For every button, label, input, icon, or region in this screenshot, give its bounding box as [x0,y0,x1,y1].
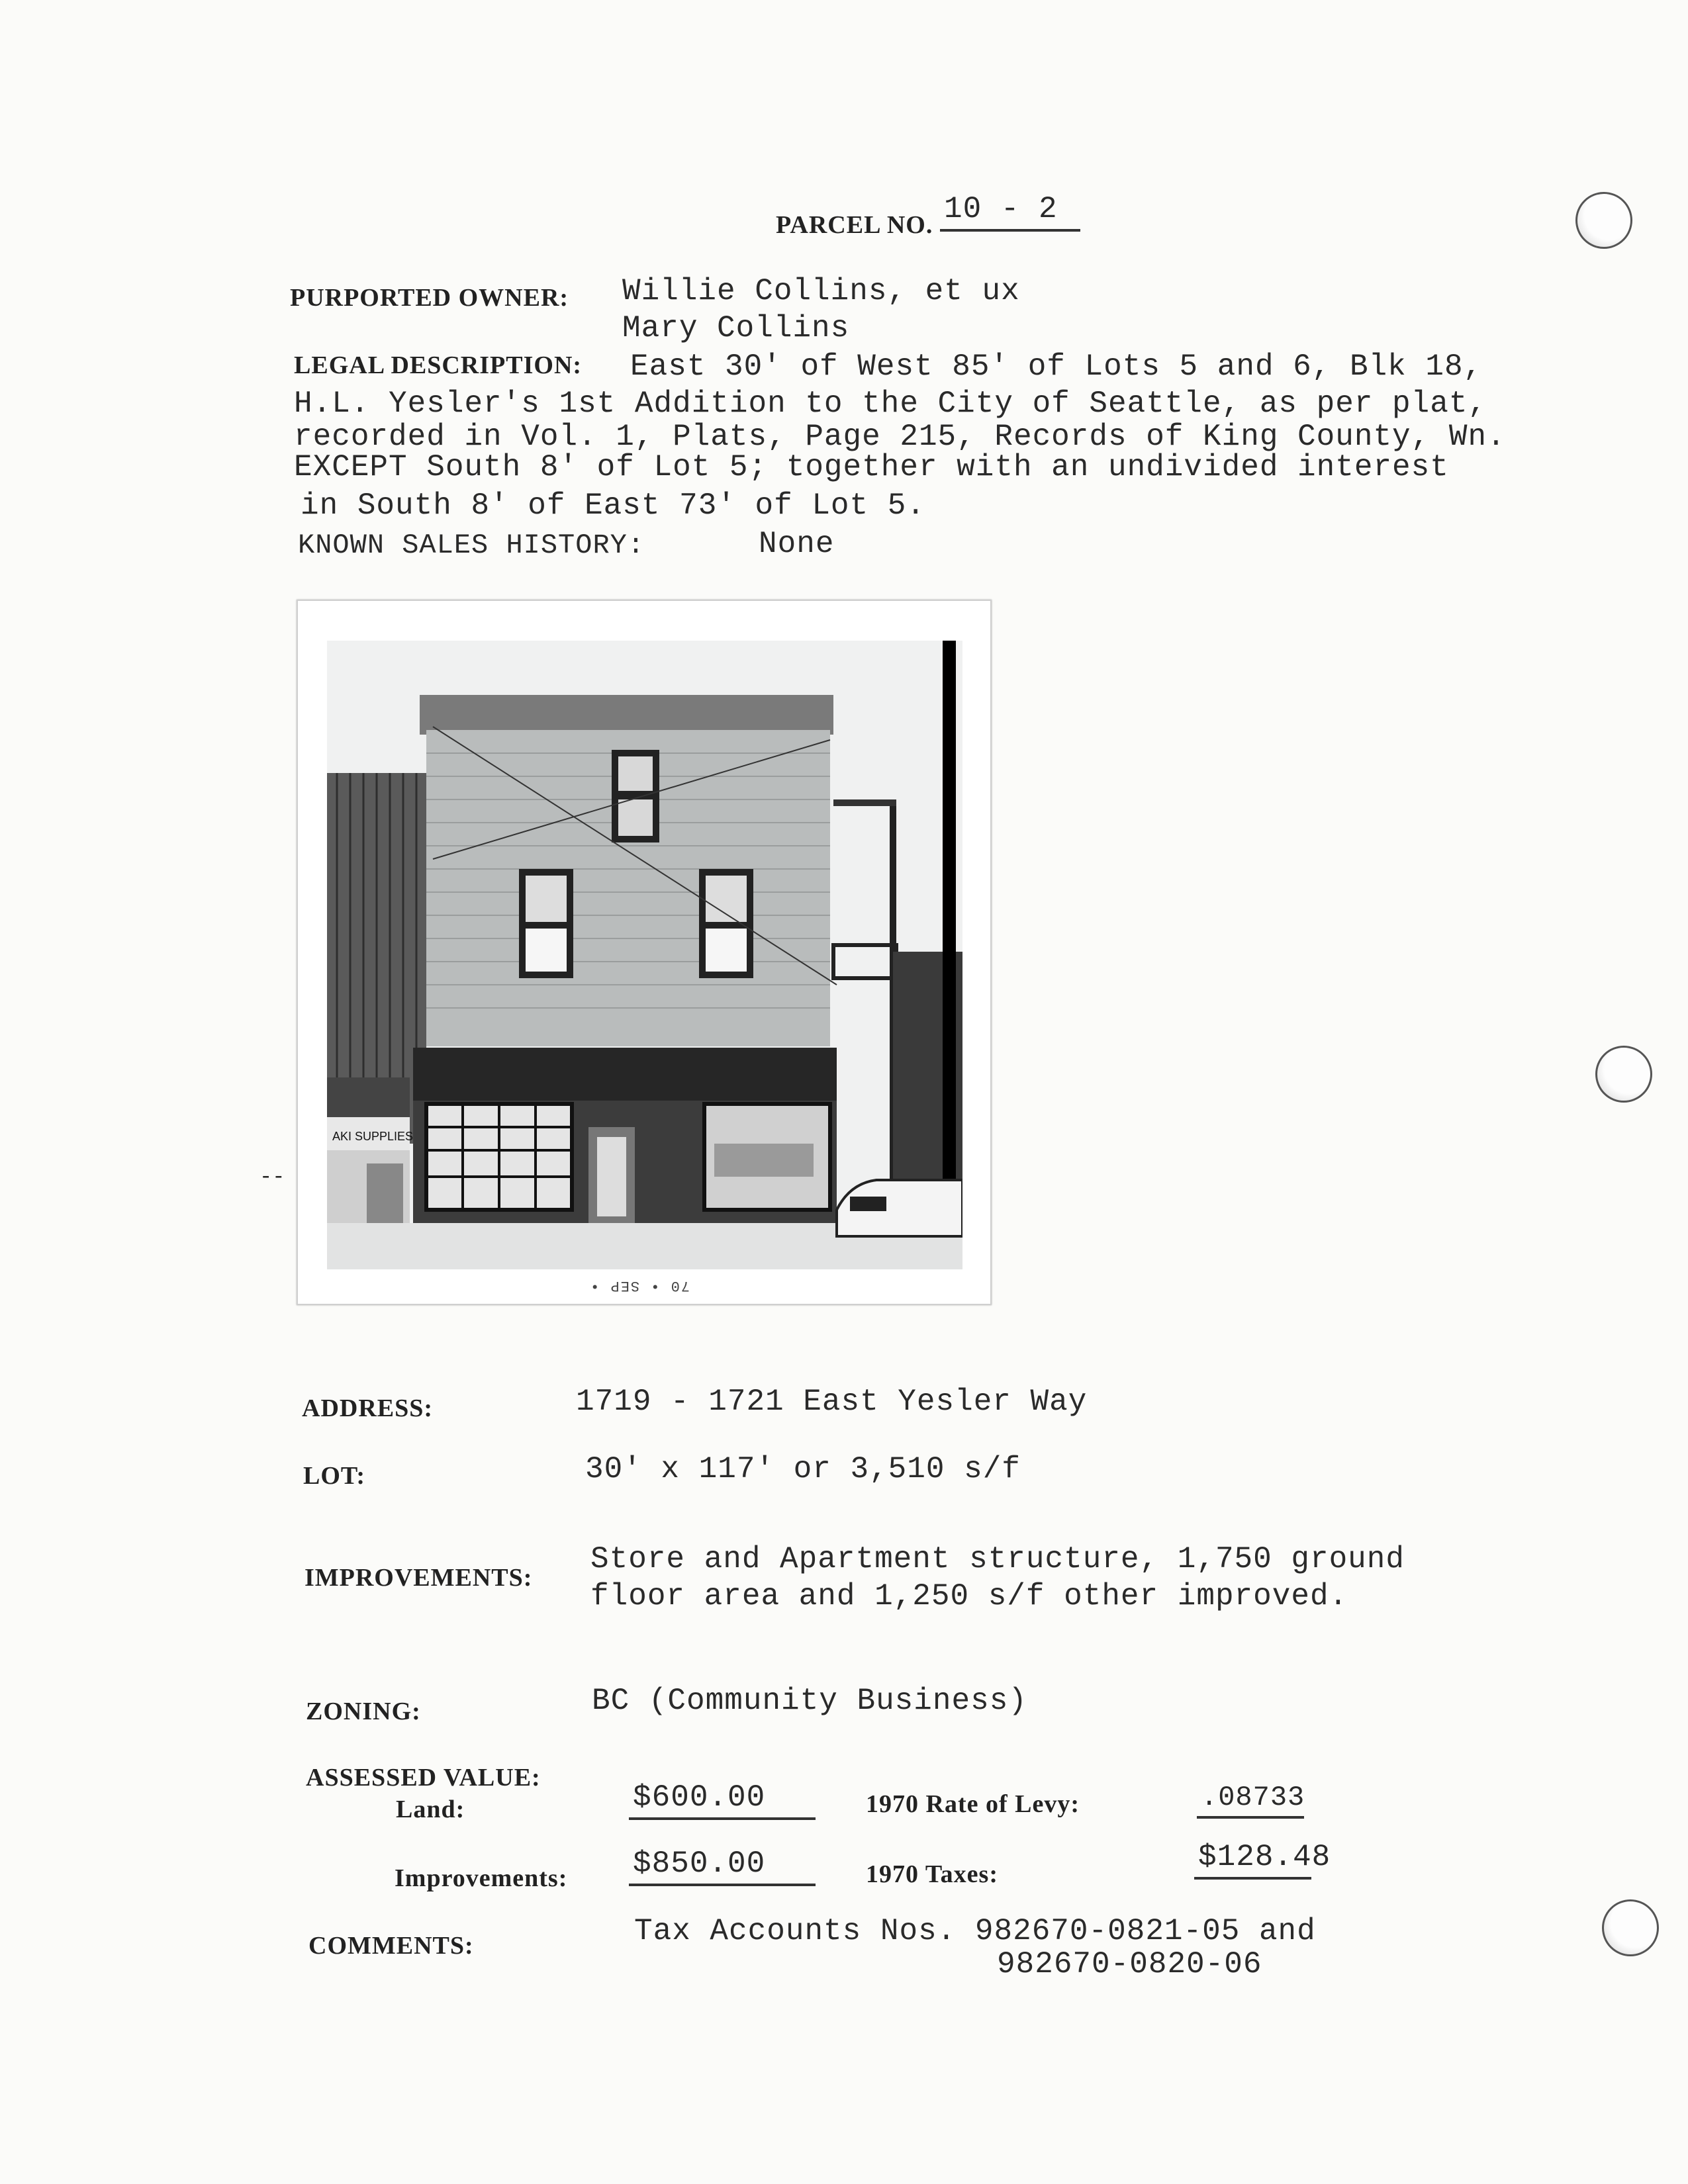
improvements-line-1: Store and Apartment structure, 1,750 ground [590,1542,1405,1576]
taxes-label: 1970 Taxes: [866,1860,998,1888]
taxes-value: $128.48 [1194,1840,1311,1880]
land-value: $600.00 [629,1780,816,1820]
improvements-value: $850.00 [629,1846,816,1886]
punch-hole-middle [1595,1046,1652,1103]
lot-value: 30' x 117' or 3,510 s/f [585,1452,1021,1486]
sales-label: KNOWN SALES HISTORY: [298,529,645,561]
zoning-value: BC (Community Business) [592,1684,1027,1718]
lot-label: LOT: [303,1462,366,1490]
sales-value: None [759,527,835,561]
comments-line-1: Tax Accounts Nos. 982670-0821-05 and [634,1914,1316,1948]
shop-sign-text: AKI SUPPLIES [332,1130,414,1143]
assessed-label: ASSESSED VALUE: [306,1764,541,1792]
building-photo-image [327,641,962,1269]
legal-line-5: in South 8' of East 73' of Lot 5. [301,488,925,523]
owner-line-1: Willie Collins, et ux [622,274,1020,308]
punch-hole-top [1575,192,1632,249]
punch-hole-bottom [1602,1899,1659,1956]
legal-line-3: recorded in Vol. 1, Plats, Page 215, Records of King County, Wn. [294,420,1506,454]
legal-line-2: H.L. Yesler's 1st Addition to the City of Seattle, as per plat, [294,387,1487,421]
parcel-label: PARCEL NO. [776,211,933,239]
zoning-label: ZONING: [306,1698,421,1725]
comments-line-2: 982670-0820-06 [997,1947,1262,1981]
improvements-label: IMPROVEMENTS: [305,1564,533,1592]
levy-value: .08733 [1197,1782,1304,1819]
improvements-value-label: Improvements: [395,1864,568,1892]
parcel-number: 10 - 2 [940,192,1080,232]
improvements-line-2: floor area and 1,250 s/f other improved. [590,1579,1348,1614]
owner-line-2: Mary Collins [622,311,850,345]
margin-mark: -- [259,1165,285,1189]
address-value: 1719 - 1721 East Yesler Way [576,1385,1088,1419]
comments-label: COMMENTS: [308,1932,474,1960]
address-label: ADDRESS: [302,1394,434,1422]
legal-line-4: EXCEPT South 8' of Lot 5; together with an undivided interest [294,450,1449,484]
owner-label: PURPORTED OWNER: [290,284,569,312]
levy-label: 1970 Rate of Levy: [866,1790,1080,1818]
building-photograph [297,600,992,1305]
photo-date-stamp: 70 • SEP • [589,1277,690,1294]
land-label: Land: [396,1796,465,1823]
legal-line-1: East 30' of West 85' of Lots 5 and 6, Blk 18, [630,349,1483,384]
building-illustration [327,641,962,1269]
legal-label: LEGAL DESCRIPTION: [294,351,583,379]
